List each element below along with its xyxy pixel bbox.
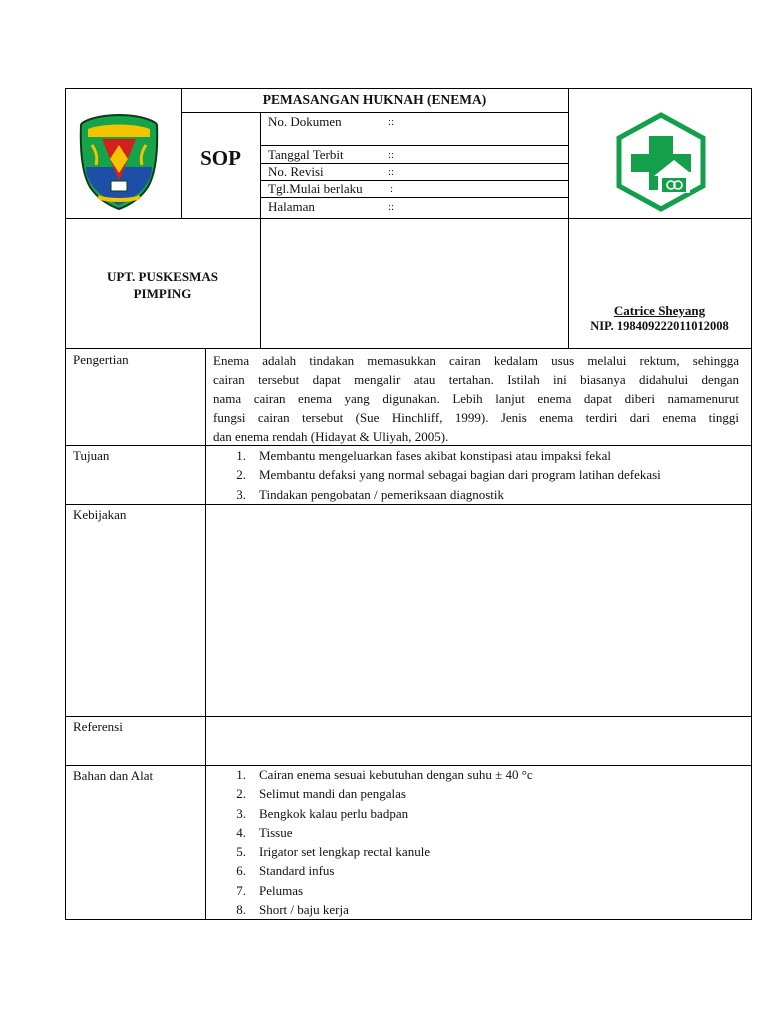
section-label-tujuan: Tujuan <box>73 448 110 463</box>
meta-sep-no-dokumen: :: <box>388 116 395 128</box>
section-label-referensi: Referensi <box>73 719 123 734</box>
meta-sep-tgl-mulai: : <box>390 183 394 195</box>
org-name-line2: PIMPING <box>133 286 192 301</box>
meta-label-no-revisi: No. Revisi <box>268 164 324 179</box>
pengertian-line: nama cairan enema yang digunakan. Lebih lanjut enema dapat diberi namamenurut <box>213 391 739 406</box>
signer-name: Catrice Sheyang <box>613 303 706 318</box>
meta-label-halaman: Halaman <box>268 199 315 214</box>
meta-label-no-dokumen: No. Dokumen <box>268 114 342 129</box>
signer-nip: NIP. 198409222011012008 <box>590 319 729 333</box>
section-label-bahan-dan-alat: Bahan dan Alat <box>73 768 154 783</box>
regency-crest-logo <box>78 111 160 211</box>
document-title: PEMASANGAN HUKNAH (ENEMA) <box>262 92 487 107</box>
pengertian-line: fungsi cairan tersebut (Sue Hinchliff, 1999). Jenis enema terdiri dari enema tinggi <box>213 410 739 425</box>
org-name-line1: UPT. PUSKESMAS <box>107 269 218 284</box>
meta-sep-no-revisi: :: <box>388 166 395 178</box>
sop-label: SOP <box>200 146 241 170</box>
pengertian-line: cairan tersebut dapat mengalir atau tertahan. Istilah ini biasanya didahului dengan <box>213 372 739 387</box>
meta-label-tanggal-terbit: Tanggal Terbit <box>268 147 344 162</box>
section-label-kebijakan: Kebijakan <box>73 507 127 522</box>
meta-sep-tanggal-terbit: :: <box>388 149 395 161</box>
puskesmas-logo <box>612 112 710 212</box>
section-label-pengertian: Pengertian <box>73 352 129 367</box>
meta-label-tgl-mulai: Tgl.Mulai berlaku <box>268 181 363 196</box>
pengertian-line: dan enema rendah (Hidayat & Uliyah, 2005). <box>213 429 449 444</box>
pengertian-line: Enema adalah tindakan memasukkan cairan kedalam usus melalui rektum, sehingga <box>213 353 739 368</box>
meta-sep-halaman: :: <box>388 201 395 213</box>
